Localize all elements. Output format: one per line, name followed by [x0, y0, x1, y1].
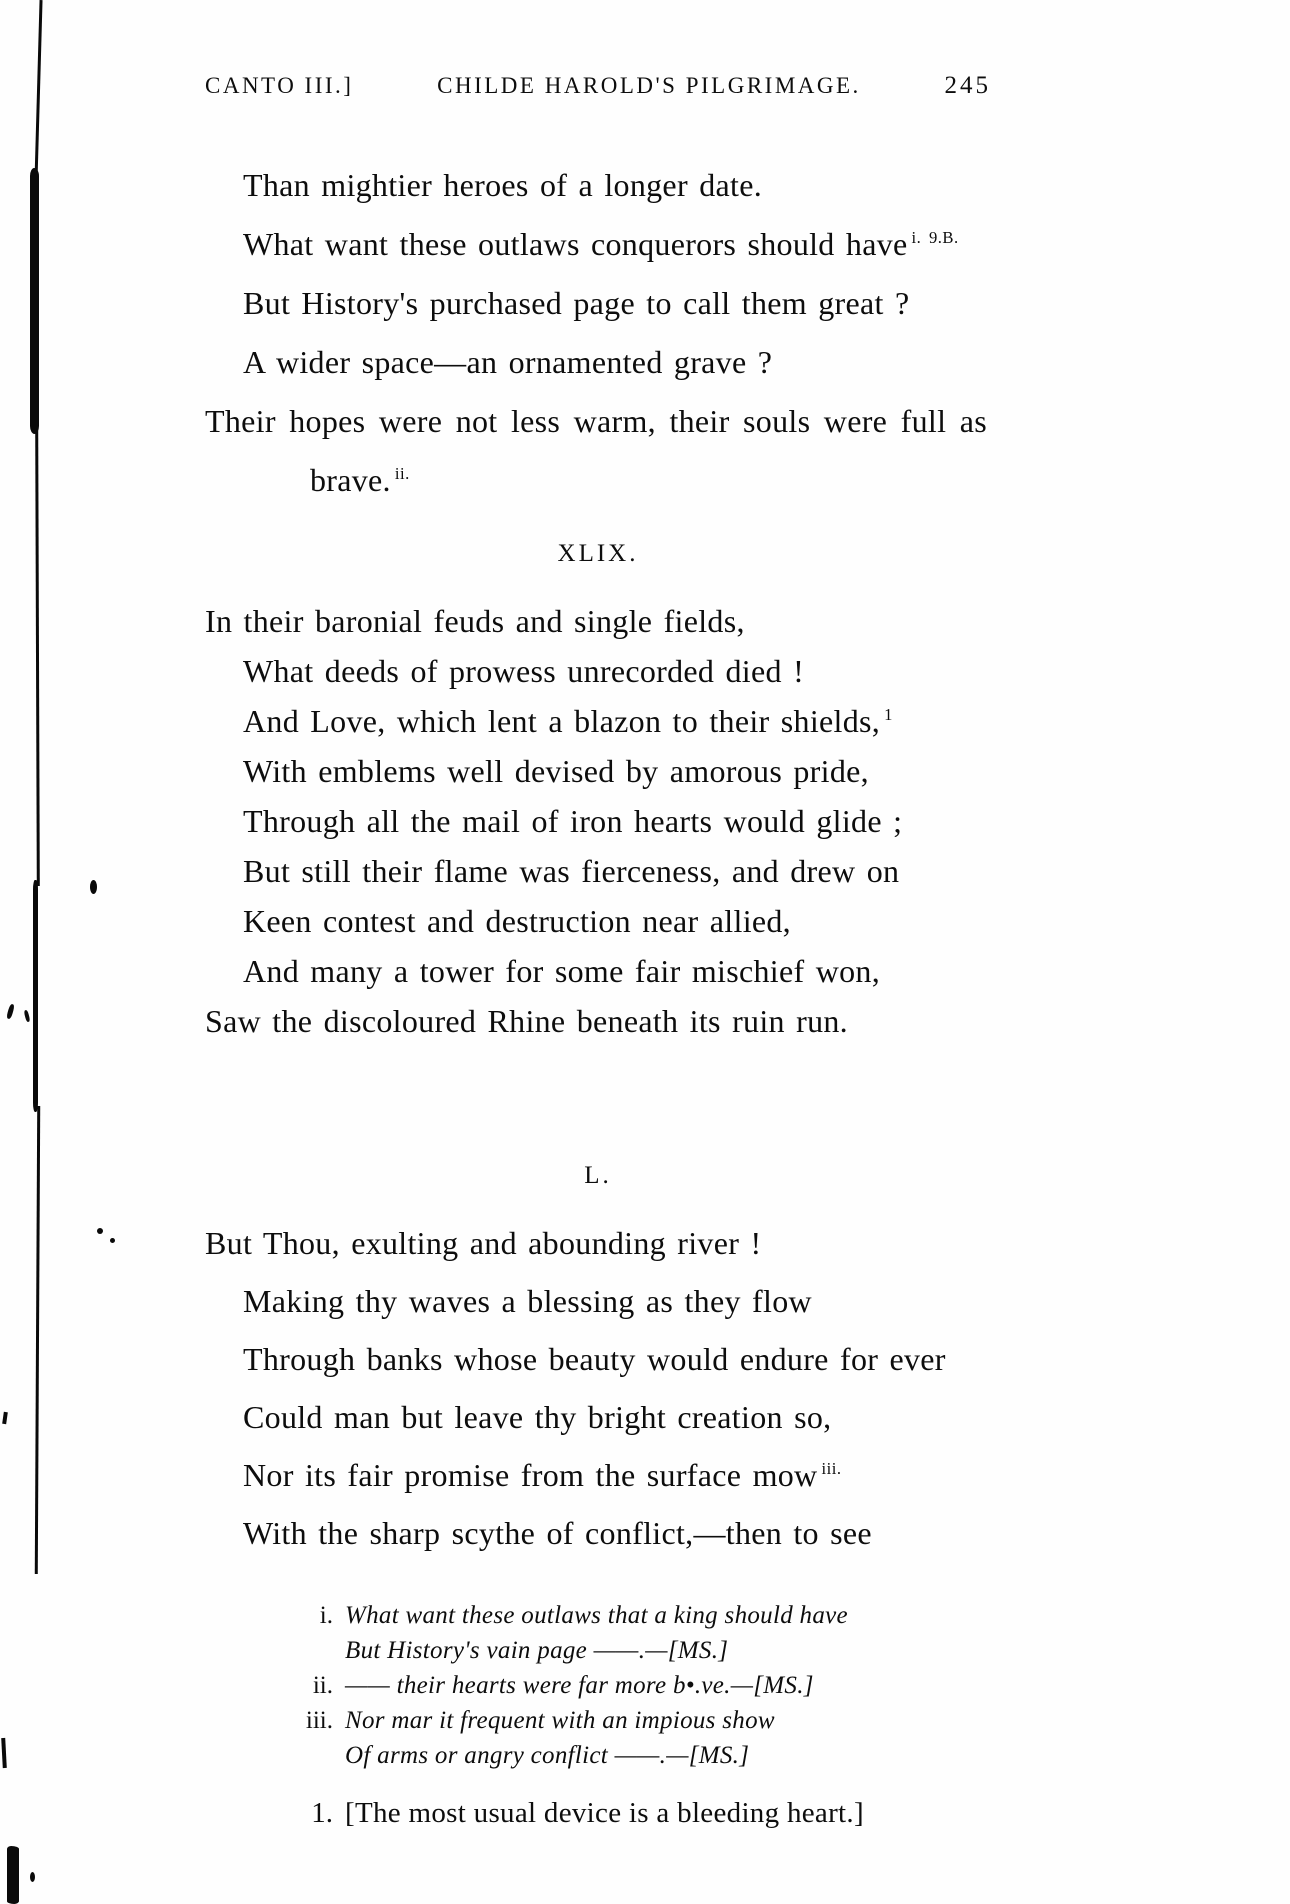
poem-line: What deeds of prowess unrecorded died ! [243, 653, 805, 689]
poem-line: Keen contest and destruction near allied, [243, 903, 791, 939]
footnote-label: 1. [311, 1797, 333, 1829]
scan-artifact-speck [110, 1238, 115, 1243]
poem-line: And Love, which lent a blazon to their shields, $^1$ [243, 703, 893, 739]
stanza-heading-l: L. [584, 1162, 612, 1189]
note-reference: i. 9.B. [911, 228, 959, 248]
poem-line: Saw the discoloured Rhine beneath its ruin run. [205, 1003, 848, 1039]
scan-artifact-speck [97, 1228, 103, 1234]
footnote-variant-i [205, 1598, 1035, 1633]
footnote-variant-i-continued [205, 1633, 1035, 1668]
footnote-text: But History's vain page ——.—[MS.] [345, 1637, 729, 1664]
scan-artifact-speck [6, 1004, 15, 1020]
footnote-label: ii. [312, 1672, 333, 1699]
scan-artifact-speck [2, 1412, 8, 1424]
poem-line: But still their flame was fierceness, and drew on [243, 853, 900, 889]
page-title: CHILDE HAROLD'S PILGRIMAGE. [437, 73, 861, 98]
canto-label: CANTO III.] [205, 73, 354, 98]
stanza-heading-xlix: XLIX. [557, 540, 639, 567]
stanza-l [205, 1214, 991, 1562]
poem-line: brave. $^{ii.}$ [310, 462, 410, 498]
poem-line: Nor its fair promise from the surface mow $^{iii.}$ [243, 1457, 842, 1493]
poem-line: But Thou, exulting and abounding river ! [205, 1225, 762, 1261]
poem-line: Through banks whose beauty would endure for ever [243, 1341, 946, 1377]
footnote-label: i. [319, 1602, 333, 1629]
note-reference: iii. [821, 1459, 842, 1479]
poem-line: What want these outlaws conquerors should have $^{i. 9.B.}$ [243, 226, 959, 262]
scan-artifact-speck [90, 880, 97, 894]
stanza-xlix [205, 596, 991, 1046]
scan-artifact-binding-line [33, 880, 38, 1112]
footnote-variant-iii-continued [205, 1738, 1035, 1773]
page-number: 245 [944, 72, 991, 99]
poem-line: Than mightier heroes of a longer date. [243, 167, 762, 203]
footnote-text: Of arms or angry conflict ——.—[MS.] [345, 1742, 750, 1769]
footnote-label [205, 1738, 345, 1773]
note-reference: 1 [884, 705, 893, 725]
poem-line: And many a tower for some fair mischief won, [243, 953, 881, 989]
scan-artifact-speck [30, 1872, 35, 1882]
poem-line: Could man but leave thy bright creation so, [243, 1399, 832, 1435]
poem-line: Through all the mail of iron hearts would glide ; [243, 803, 903, 839]
scan-artifact-ink-blob [7, 1846, 19, 1904]
footnote-variant-iii [205, 1703, 1035, 1738]
poem-line: A wider space—an ornamented grave ? [243, 344, 773, 380]
poem-line: With the sharp scythe of conflict,—then to see [243, 1515, 872, 1551]
poem-line: Making thy waves a blessing as they flow [243, 1283, 812, 1319]
note-reference: ii. [394, 464, 410, 484]
poem-line: With emblems well devised by amorous pride, [243, 753, 869, 789]
running-head [205, 72, 991, 100]
scan-artifact-speck [1, 1738, 7, 1768]
scan-artifact-speck [24, 1010, 31, 1023]
scan-artifact-ink-blob [30, 168, 39, 434]
footnote-variant-ii [205, 1668, 1035, 1703]
footnote-label: iii. [305, 1707, 333, 1734]
poem-line: Their hopes were not less warm, their souls were full as [205, 403, 987, 439]
footnote-text: What want these outlaws that a king should have [345, 1602, 848, 1629]
footnote-text: —— their hearts were far more b•.ve.—[MS.] [345, 1672, 814, 1699]
poem-line: But History's purchased page to call them great ? [243, 285, 910, 321]
scan-artifact-binding-line [35, 428, 40, 886]
footnote-editorial [205, 1793, 1035, 1833]
poem-line: In their baronial feuds and single fields, [205, 603, 745, 639]
scan-artifact-binding-line [34, 0, 42, 182]
footnote-label [205, 1633, 345, 1668]
footnote-text: Nor mar it frequent with an impious show [345, 1707, 775, 1734]
stanza-xlviii-end [205, 156, 991, 510]
footnote-text: [The most usual device is a bleeding heart.] [345, 1797, 864, 1829]
footnotes-block [205, 1598, 1035, 1833]
scan-artifact-binding-line [35, 1106, 40, 1574]
